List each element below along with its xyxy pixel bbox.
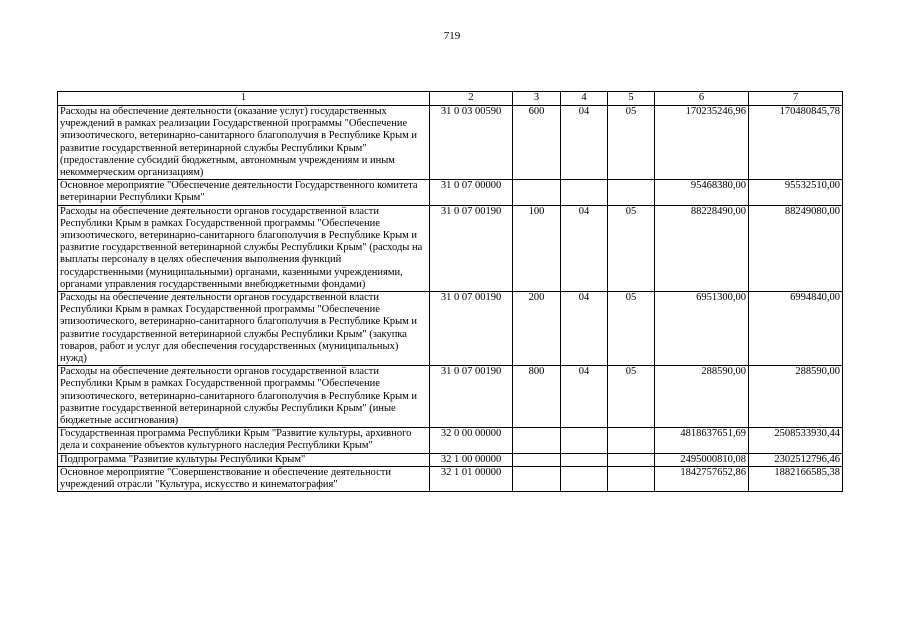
row-description: Расходы на обеспечение деятельности органов государственной власти Республики Крым в рамках Государственной программы "Обеспечение эпизоотического, ветеринарно-санитарного благополучия в Республике Крым и развитие государственной ветеринарной службы Республики Крым" (закупка товаров, работ и услуг для обеспечения государственных (муниципальных) нужд) [58, 292, 430, 366]
row-subsection: 05 [608, 205, 655, 291]
row-amount-1: 4818637651,69 [655, 428, 749, 453]
column-header-2: 2 [430, 92, 513, 106]
column-header-4: 4 [561, 92, 608, 106]
table-row [58, 466, 843, 491]
row-subsection [608, 428, 655, 453]
column-header-3: 3 [513, 92, 561, 106]
row-subsection: 05 [608, 366, 655, 428]
header-row [58, 92, 843, 106]
row-expense-type: 100 [513, 205, 561, 291]
row-subsection [608, 466, 655, 491]
row-target-code: 32 1 00 00000 [430, 453, 513, 466]
row-amount-2: 88249080,00 [749, 205, 843, 291]
row-description: Государственная программа Республики Крым "Развитие культуры, архивного дела и сохранение объектов культурного наследия Республики Крым" [58, 428, 430, 453]
table-row [58, 106, 843, 180]
row-amount-1: 288590,00 [655, 366, 749, 428]
row-subsection: 05 [608, 292, 655, 366]
row-amount-2: 170480845,78 [749, 106, 843, 180]
row-amount-2: 2302512796,46 [749, 453, 843, 466]
row-target-code: 31 0 07 00190 [430, 205, 513, 291]
row-description: Расходы на обеспечение деятельности органов государственной власти Республики Крым в рамках Государственной программы "Обеспечение эпизоотического, ветеринарно-санитарного благополучия в Республике Крым и развитие государственной ветеринарной службы Республики Крым" (иные бюджетные ассигнования) [58, 366, 430, 428]
row-description: Расходы на обеспечение деятельности органов государственной власти Республики Крым в рамках Государственной программы "Обеспечение эпизоотического, ветеринарно-санитарного благополучия в Республике Крым и развитие государственной ветеринарной службы Республики Крым" (расходы на выплаты персоналу в целях обеспечения выполнения функций государственными (муниципальными) органами, казенными учреждениями, органами управления государственными внебюджетными фондами) [58, 205, 430, 291]
table-row [58, 428, 843, 453]
table-row [58, 180, 843, 205]
row-subsection [608, 453, 655, 466]
row-expense-type: 200 [513, 292, 561, 366]
row-section: 04 [561, 106, 608, 180]
row-section: 04 [561, 292, 608, 366]
row-subsection [608, 180, 655, 205]
column-header-5: 5 [608, 92, 655, 106]
row-subsection: 05 [608, 106, 655, 180]
table-row [58, 453, 843, 466]
row-description: Подпрограмма "Развитие культуры Республики Крым" [58, 453, 430, 466]
row-expense-type [513, 466, 561, 491]
row-amount-2: 6994840,00 [749, 292, 843, 366]
row-target-code: 32 1 01 00000 [430, 466, 513, 491]
row-expense-type [513, 428, 561, 453]
row-expense-type [513, 453, 561, 466]
table-row [58, 292, 843, 366]
row-amount-1: 170235246,96 [655, 106, 749, 180]
row-amount-1: 6951300,00 [655, 292, 749, 366]
row-expense-type [513, 180, 561, 205]
row-section [561, 180, 608, 205]
row-target-code: 31 0 03 00590 [430, 106, 513, 180]
page-number: 719 [443, 30, 461, 42]
row-target-code: 31 0 07 00000 [430, 180, 513, 205]
row-amount-2: 288590,00 [749, 366, 843, 428]
row-amount-2: 2508533930,44 [749, 428, 843, 453]
row-target-code: 31 0 07 00190 [430, 366, 513, 428]
table-row [58, 205, 843, 291]
row-section [561, 453, 608, 466]
column-header-1: 1 [58, 92, 430, 106]
row-amount-2: 1882166585,38 [749, 466, 843, 491]
row-amount-1: 1842757652,86 [655, 466, 749, 491]
row-section [561, 466, 608, 491]
row-description: Основное мероприятие "Совершенствование и обеспечение деятельности учреждений отрасли "Культура, искусство и кинематография" [58, 466, 430, 491]
row-target-code: 31 0 07 00190 [430, 292, 513, 366]
table-row [58, 366, 843, 428]
row-description: Расходы на обеспечение деятельности (оказание услуг) государственных учреждений в рамках реализации Государственной программы "Обеспечение эпизоотического, ветеринарно-санитарного благополучия в Республике Крым и развитие государственной ветеринарной службы Республики Крым" (предоставление субсидий бюджетным, автономным учреждениям и иным некоммерческим организациям) [58, 106, 430, 180]
row-amount-1: 2495000810,08 [655, 453, 749, 466]
row-section: 04 [561, 205, 608, 291]
column-header-7: 7 [749, 92, 843, 106]
row-amount-1: 95468380,00 [655, 180, 749, 205]
budget-table [57, 91, 843, 492]
row-target-code: 32 0 00 00000 [430, 428, 513, 453]
row-expense-type: 600 [513, 106, 561, 180]
row-section [561, 428, 608, 453]
row-section: 04 [561, 366, 608, 428]
row-amount-1: 88228490,00 [655, 205, 749, 291]
row-amount-2: 95532510,00 [749, 180, 843, 205]
row-description: Основное мероприятие "Обеспечение деятельности Государственного комитета ветеринарии Республики Крым" [58, 180, 430, 205]
row-expense-type: 800 [513, 366, 561, 428]
column-header-6: 6 [655, 92, 749, 106]
